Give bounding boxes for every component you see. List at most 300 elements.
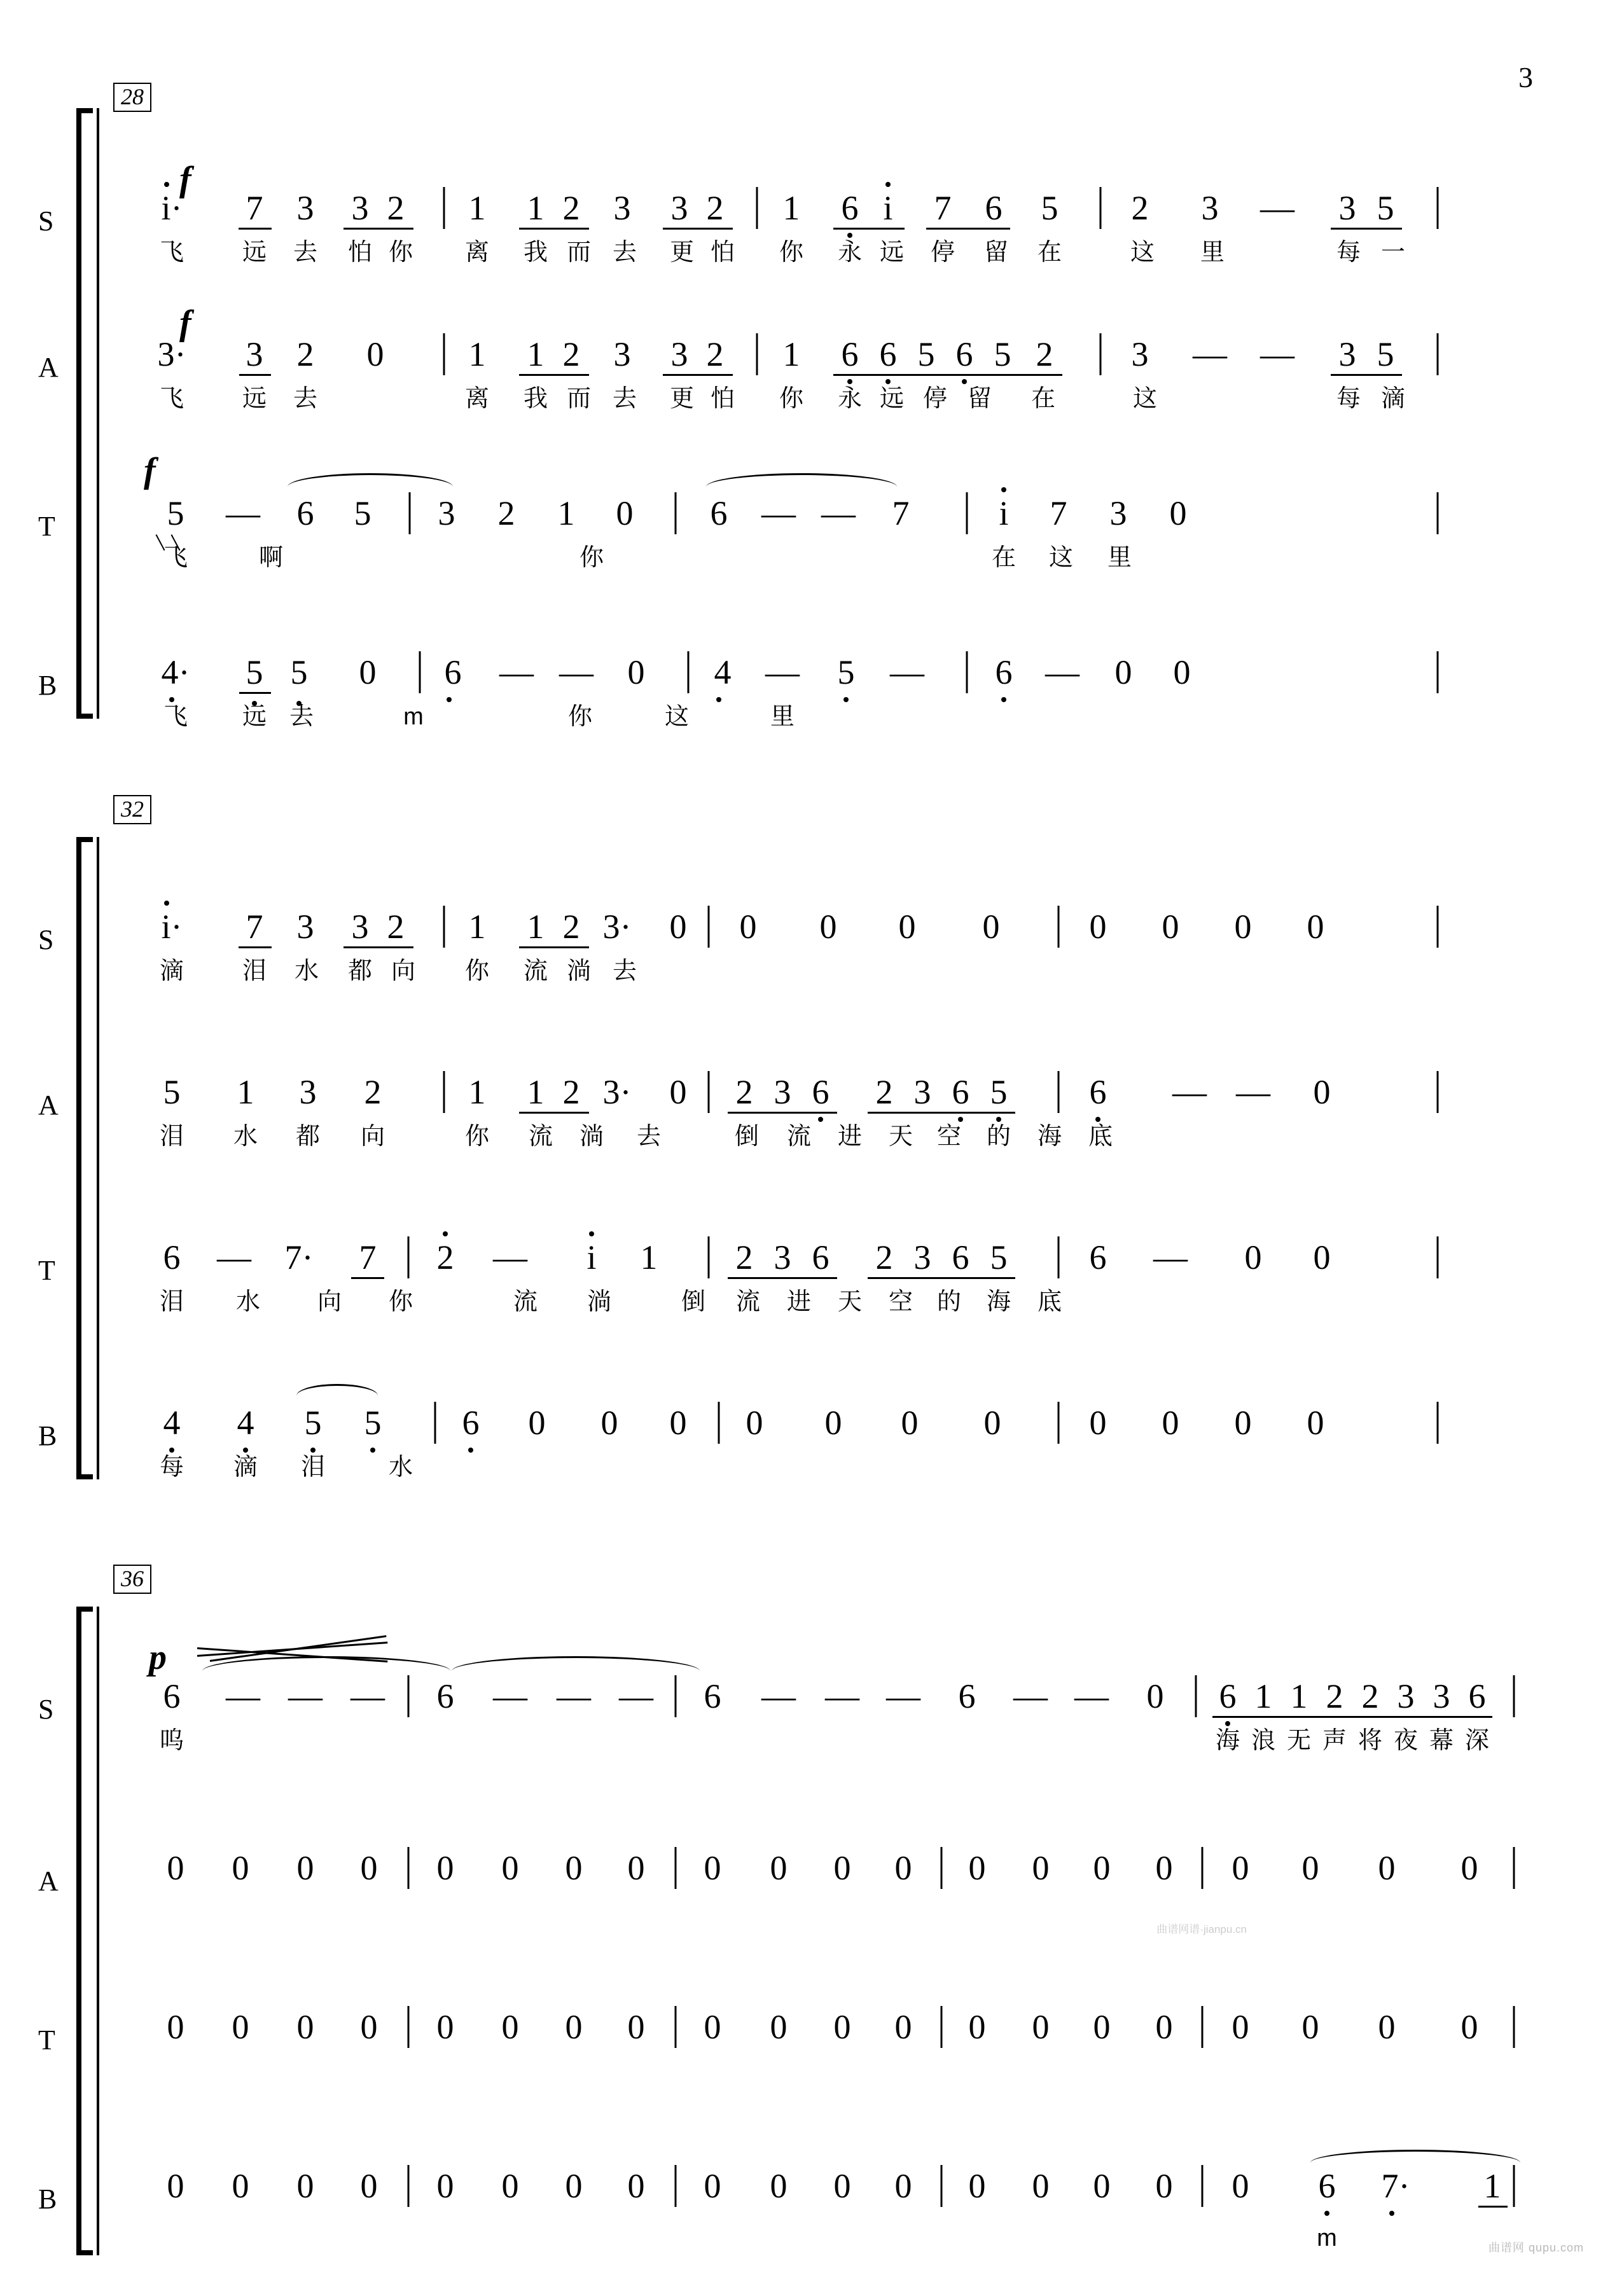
note: 2 xyxy=(875,1073,893,1111)
note: 0 xyxy=(1089,908,1107,946)
note: 0 xyxy=(296,2167,314,2205)
note: 0 xyxy=(1162,908,1179,946)
octave-dot-down xyxy=(468,1448,473,1453)
lyric: 在 xyxy=(1030,385,1056,412)
barline xyxy=(434,1402,436,1444)
lyric: 流 xyxy=(523,958,548,985)
note: — xyxy=(886,1677,920,1715)
note: 3· xyxy=(157,335,186,373)
lyric-row-alto xyxy=(146,1124,1571,1194)
note: i· xyxy=(161,189,183,227)
note: — xyxy=(1074,1677,1109,1715)
note: 3 xyxy=(774,1238,791,1276)
lyric: 远 xyxy=(242,239,267,266)
note: 1 xyxy=(527,1073,545,1111)
lyric: 你 xyxy=(567,703,593,730)
note: 1 xyxy=(782,189,800,227)
note: 0 xyxy=(669,908,687,946)
note: 3 xyxy=(246,335,263,373)
note: 5 xyxy=(304,1404,322,1442)
note: 3 xyxy=(670,189,688,227)
note: 0 xyxy=(1232,1849,1249,1887)
voice-label-b: B xyxy=(38,670,58,701)
note: 0 xyxy=(1461,2008,1478,2046)
lyric: 去 xyxy=(612,239,637,266)
lyric: 海 xyxy=(1215,1727,1240,1754)
lyric: 滴 xyxy=(159,958,184,985)
beam xyxy=(663,228,733,230)
note: 5 xyxy=(994,335,1011,373)
note: 0 xyxy=(1093,2167,1111,2205)
note: 0 xyxy=(600,1404,618,1442)
lyric: 去 xyxy=(293,385,318,412)
lyric: 里 xyxy=(1107,544,1132,571)
dynamic-forte: f xyxy=(179,160,191,199)
note: 0 xyxy=(1313,1073,1331,1111)
note: 5 xyxy=(167,494,184,532)
barline xyxy=(941,2165,943,2207)
note-row-bass xyxy=(146,642,1571,712)
lyric: 泪 xyxy=(242,958,267,985)
note: 5 xyxy=(364,1404,382,1442)
note: 0 xyxy=(1155,2008,1173,2046)
note: 0 xyxy=(565,2008,583,2046)
barline xyxy=(1058,1236,1060,1278)
note: 6 xyxy=(710,494,728,532)
lyric-row-alto xyxy=(146,387,1571,457)
note: 6 xyxy=(955,335,973,373)
barline xyxy=(708,1236,710,1278)
note: 3 xyxy=(1397,1677,1415,1715)
note: 0 xyxy=(968,2167,986,2205)
barline xyxy=(1195,1675,1197,1717)
note: 2 xyxy=(364,1073,382,1111)
staff-alto-2 xyxy=(0,1062,1603,1189)
note: 0 xyxy=(770,2008,788,2046)
note: — xyxy=(350,1677,385,1715)
measure-number-36: 36 xyxy=(113,1565,151,1594)
lyric: 滴 xyxy=(233,1454,258,1481)
lyric: 流 xyxy=(786,1123,812,1150)
note: 5 xyxy=(163,1073,181,1111)
note: 6 xyxy=(985,189,1003,227)
note: 3 xyxy=(613,335,631,373)
note: 0 xyxy=(669,1073,687,1111)
note: 1 xyxy=(782,335,800,373)
barline xyxy=(408,1675,410,1717)
beam xyxy=(239,946,272,948)
note-row-soprano xyxy=(146,178,1571,248)
note: 0 xyxy=(746,1404,763,1442)
note: 0 xyxy=(1234,1404,1252,1442)
staff-soprano-1 xyxy=(0,160,1603,305)
note: i· xyxy=(161,908,183,946)
octave-dot-up xyxy=(164,182,169,187)
lyric-row-soprano xyxy=(146,1729,1571,1799)
note: 5 xyxy=(917,335,935,373)
note: — xyxy=(559,653,593,691)
note: 0 xyxy=(894,1849,912,1887)
barline xyxy=(1513,1847,1515,1889)
lyric: 你 xyxy=(464,1123,490,1150)
barline xyxy=(1513,2165,1515,2207)
beam xyxy=(239,374,271,376)
note: 2 xyxy=(562,335,580,373)
lyric: 我 xyxy=(523,385,548,412)
note: 2 xyxy=(706,189,724,227)
lyric: 永 xyxy=(837,385,863,412)
note: 1 xyxy=(468,1073,486,1111)
note: 0 xyxy=(528,1404,546,1442)
note: — xyxy=(1193,335,1227,373)
note: 3 xyxy=(296,189,314,227)
note: 0 xyxy=(360,2008,378,2046)
lyric: 向 xyxy=(317,1289,342,1315)
lyric: 深 xyxy=(1464,1727,1490,1754)
beam xyxy=(833,228,905,230)
note: 4· xyxy=(161,653,190,691)
barline xyxy=(675,2006,677,2048)
barline xyxy=(756,187,758,229)
note: 6 xyxy=(1089,1073,1107,1111)
note: 0 xyxy=(501,2008,519,2046)
note: — xyxy=(890,653,924,691)
lyric: 在 xyxy=(991,544,1017,571)
lyric: 流 xyxy=(735,1289,761,1315)
note: 0 xyxy=(1169,494,1187,532)
barline xyxy=(409,492,411,534)
note: 2 xyxy=(387,189,405,227)
note: 2 xyxy=(436,1238,454,1276)
staff-alto-3 xyxy=(0,1838,1603,1965)
note: 0 xyxy=(565,1849,583,1887)
note: 6 xyxy=(704,1677,721,1715)
lyric: 而 xyxy=(566,239,592,266)
note: 3 xyxy=(296,908,314,946)
lyric: 而 xyxy=(566,385,592,412)
barline xyxy=(1437,906,1439,948)
note: 3 xyxy=(670,335,688,373)
lyric: 飞 xyxy=(159,239,184,266)
note: 0 xyxy=(1232,2008,1249,2046)
note-row-alto xyxy=(146,1062,1571,1132)
note: 1 xyxy=(237,1073,254,1111)
lyric-row-soprano xyxy=(146,959,1571,1029)
lyric: 天 xyxy=(837,1289,863,1315)
system-2 xyxy=(0,782,1603,1481)
note: 2 xyxy=(735,1073,753,1111)
lyric: 更 xyxy=(669,385,695,412)
note: 1 xyxy=(527,908,545,946)
note: — xyxy=(1260,335,1294,373)
octave-dot-up xyxy=(443,1231,448,1236)
voice-label-s: S xyxy=(38,1694,55,1725)
lyric: 里 xyxy=(1200,239,1225,266)
note: 0 xyxy=(1301,2008,1319,2046)
note: 0 xyxy=(627,653,645,691)
note: 3 xyxy=(438,494,455,532)
note: 0 xyxy=(1155,1849,1173,1887)
lyric-row-tenor xyxy=(146,1290,1571,1360)
note: 0 xyxy=(296,1849,314,1887)
note: i xyxy=(999,494,1009,532)
lyric: 怕 xyxy=(347,239,373,266)
note: 6 xyxy=(1219,1677,1237,1715)
lyric: 你 xyxy=(779,385,804,412)
lyric: 的 xyxy=(936,1289,962,1315)
lyric: 永 xyxy=(837,239,863,266)
system-1 xyxy=(0,70,1603,730)
note: 6 xyxy=(812,1238,829,1276)
note: 5 xyxy=(1377,335,1394,373)
note: — xyxy=(825,1677,859,1715)
note: 7 xyxy=(934,189,952,227)
octave-dot-down xyxy=(243,1448,248,1453)
note: — xyxy=(761,1677,796,1715)
note: 6 xyxy=(296,494,314,532)
note: 0 xyxy=(901,1404,919,1442)
lyric: 进 xyxy=(786,1289,812,1315)
barline xyxy=(1058,906,1060,948)
barline xyxy=(408,1236,410,1278)
octave-dot-down xyxy=(169,1448,174,1453)
note: 3 xyxy=(351,908,369,946)
note: 0 xyxy=(360,2167,378,2205)
lyric: 无 xyxy=(1286,1727,1312,1754)
note: 4 xyxy=(237,1404,254,1442)
note: 0 xyxy=(833,1849,851,1887)
lyric: 在 xyxy=(1037,239,1062,266)
octave-dot-down xyxy=(1095,1117,1100,1122)
note: — xyxy=(1260,189,1294,227)
lyric: 空 xyxy=(936,1123,962,1150)
beam xyxy=(1212,1716,1492,1718)
barline xyxy=(675,2165,677,2207)
note: 6 xyxy=(952,1238,969,1276)
octave-dot-down xyxy=(885,379,891,384)
octave-dot-down xyxy=(1225,1721,1230,1726)
note: 6 xyxy=(952,1073,969,1111)
note: 2 xyxy=(1036,335,1053,373)
octave-dot-down xyxy=(843,697,849,702)
lyric: 将 xyxy=(1357,1727,1383,1754)
note: 0 xyxy=(359,653,377,691)
octave-dot-down xyxy=(996,1117,1001,1122)
note: 0 xyxy=(894,2008,912,2046)
beam xyxy=(344,946,413,948)
barline xyxy=(1202,2165,1204,2207)
barline xyxy=(408,2006,410,2048)
note: 3 xyxy=(913,1073,931,1111)
note: 6 xyxy=(462,1404,480,1442)
lyric: 留 xyxy=(983,239,1009,266)
lyric: 这 xyxy=(664,703,690,730)
note: 1 xyxy=(640,1238,658,1276)
barline xyxy=(408,2165,410,2207)
beam xyxy=(519,228,589,230)
note: — xyxy=(493,1238,527,1276)
beam xyxy=(519,1112,589,1114)
lyric: 海 xyxy=(986,1289,1011,1315)
note: 2 xyxy=(735,1238,753,1276)
measure-number-28: 28 xyxy=(113,83,151,112)
note: — xyxy=(1045,653,1079,691)
lyric: 飞 xyxy=(163,703,188,730)
note: 2 xyxy=(1326,1677,1343,1715)
barline xyxy=(966,651,968,693)
lyric: 一 xyxy=(1380,239,1406,266)
note: 3 xyxy=(913,1238,931,1276)
barline xyxy=(443,1071,445,1113)
note: — xyxy=(288,1677,323,1715)
note: 0 xyxy=(627,1849,645,1887)
lyric: 流 xyxy=(528,1123,553,1150)
lyric: 水 xyxy=(294,958,319,985)
note: 7 xyxy=(1050,494,1067,532)
lyric: 远 xyxy=(879,385,905,412)
lyric: 里 xyxy=(770,703,795,730)
page-number: 3 xyxy=(1518,61,1533,93)
note: 1 xyxy=(468,189,486,227)
note: 0 xyxy=(704,2167,721,2205)
barline xyxy=(675,1675,677,1717)
barline xyxy=(1437,651,1439,693)
note: 2 xyxy=(562,189,580,227)
note: 6 xyxy=(436,1677,454,1715)
note: 0 xyxy=(898,908,916,946)
staff-bass-2 xyxy=(0,1393,1603,1520)
note: 5 xyxy=(290,653,308,691)
barline xyxy=(408,1847,410,1889)
note: — xyxy=(761,494,796,532)
lyric: 你 xyxy=(388,1289,413,1315)
barline xyxy=(419,651,421,693)
note: — xyxy=(499,653,534,691)
lyric: 你 xyxy=(388,239,413,266)
note: 0 xyxy=(1093,2008,1111,2046)
note: — xyxy=(1236,1073,1270,1111)
barline xyxy=(1100,333,1102,375)
beam xyxy=(239,228,272,230)
note: 1 xyxy=(468,335,486,373)
beam xyxy=(344,228,413,230)
lyric: 每 xyxy=(159,1454,184,1481)
octave-dot-up xyxy=(164,901,169,906)
lyric: 淌 xyxy=(586,1289,612,1315)
note: 0 xyxy=(1173,653,1191,691)
lyric: 泪 xyxy=(159,1289,184,1315)
note: — xyxy=(493,1677,527,1715)
barline xyxy=(1437,333,1439,375)
note: — xyxy=(765,653,800,691)
note: 3 xyxy=(1201,189,1219,227)
beam xyxy=(868,1277,1015,1279)
note: — xyxy=(1172,1073,1207,1111)
lyric: 水 xyxy=(235,1289,261,1315)
lyric: 的 xyxy=(986,1123,1011,1150)
lyric: 离 xyxy=(464,385,490,412)
lyric: 向 xyxy=(391,958,416,985)
voice-label-s: S xyxy=(38,205,55,237)
lyric: 向 xyxy=(360,1123,385,1150)
barline xyxy=(1202,1847,1204,1889)
lyric: m xyxy=(1317,2225,1337,2251)
note: 6 xyxy=(163,1238,181,1276)
barline xyxy=(443,187,445,229)
note: 0 xyxy=(1032,1849,1050,1887)
note: 0 xyxy=(669,1404,687,1442)
barline xyxy=(675,492,677,534)
octave-dot-down xyxy=(962,379,967,384)
barline xyxy=(1100,187,1102,229)
note: 0 xyxy=(1032,2008,1050,2046)
voice-label-t: T xyxy=(38,511,56,542)
octave-dot-down xyxy=(847,233,852,238)
note-row-bass xyxy=(146,1393,1571,1463)
note: 3 xyxy=(613,189,631,227)
lyric: 每 xyxy=(1336,385,1361,412)
beam xyxy=(868,1112,1015,1114)
lyric: 都 xyxy=(295,1123,321,1150)
lyric: 进 xyxy=(837,1123,863,1150)
voice-label-s: S xyxy=(38,924,55,955)
beam xyxy=(239,692,271,694)
voice-label-a: A xyxy=(38,1865,59,1897)
lyric: 远 xyxy=(879,239,905,266)
note: 1 xyxy=(557,494,575,532)
note: 0 xyxy=(296,2008,314,2046)
lyric: 远 xyxy=(242,703,267,730)
lyric: m xyxy=(403,703,424,730)
note: 0 xyxy=(1244,1238,1262,1276)
note: 6 xyxy=(1318,2167,1336,2205)
note: 6 xyxy=(879,335,897,373)
note: 0 xyxy=(833,2167,851,2205)
octave-dot-down xyxy=(310,1448,316,1453)
note: 7· xyxy=(284,1238,314,1276)
beam xyxy=(728,1277,837,1279)
note: — xyxy=(821,494,856,532)
note: 0 xyxy=(1146,1677,1164,1715)
barline xyxy=(718,1402,720,1444)
barline xyxy=(443,333,445,375)
note: 0 xyxy=(436,1849,454,1887)
note: 5 xyxy=(990,1073,1008,1111)
note: 6 xyxy=(841,189,859,227)
note: 2 xyxy=(296,335,314,373)
note: 6 xyxy=(841,335,859,373)
lyric: 淌 xyxy=(566,958,592,985)
beam xyxy=(1331,374,1402,376)
dynamic-forte: f xyxy=(144,451,156,490)
note: 0 xyxy=(1307,908,1324,946)
note: 2 xyxy=(706,335,724,373)
barline xyxy=(1058,1071,1060,1113)
note: 3· xyxy=(602,1073,632,1111)
octave-dot-down xyxy=(958,1117,963,1122)
beam xyxy=(926,228,1010,230)
note: 0 xyxy=(1307,1404,1324,1442)
lyric: 流 xyxy=(513,1289,538,1315)
note: 3 xyxy=(774,1073,791,1111)
note: 0 xyxy=(1089,1404,1107,1442)
lyric: 每 xyxy=(1336,239,1361,266)
lyric: 留 xyxy=(967,385,992,412)
voice-label-b: B xyxy=(38,1420,58,1451)
note: 0 xyxy=(894,2167,912,2205)
lyric: 你 xyxy=(579,544,604,571)
lyric: 淌 xyxy=(579,1123,604,1150)
